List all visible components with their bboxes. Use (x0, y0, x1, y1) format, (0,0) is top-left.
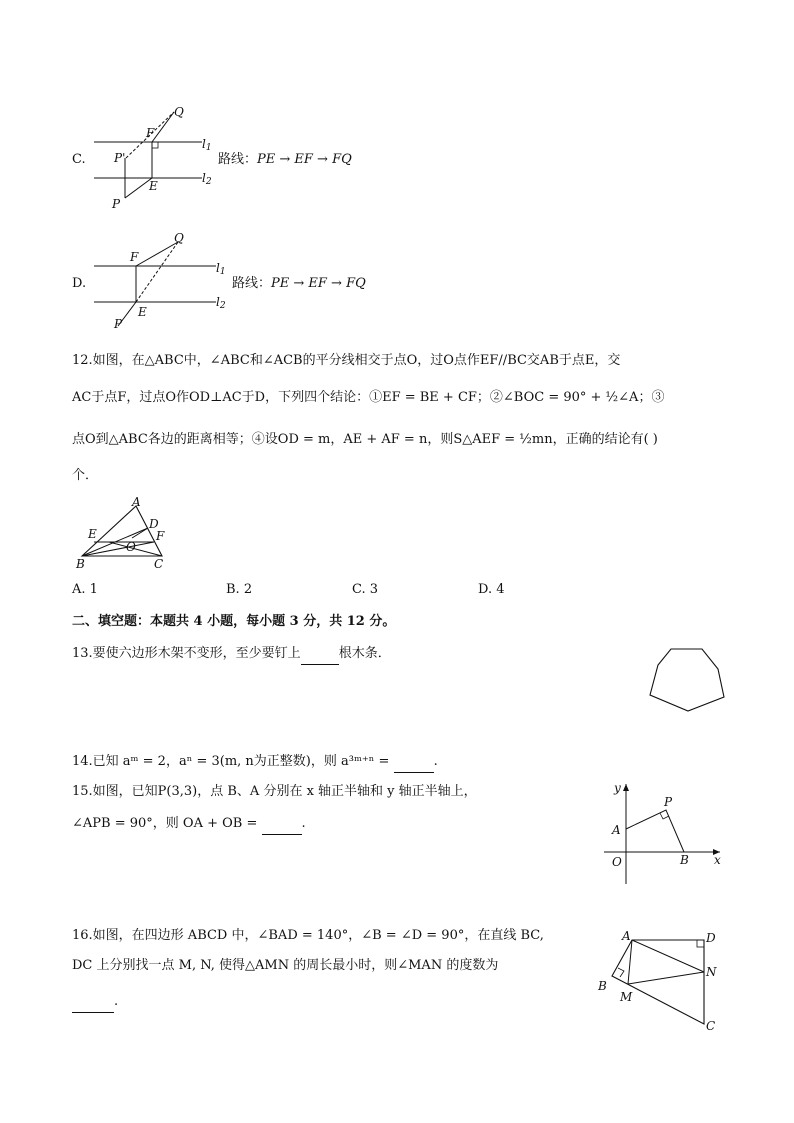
axis-x-label: x (714, 853, 721, 867)
point-a: A (622, 929, 631, 943)
point-f: F (156, 529, 165, 543)
option-d-figure (90, 228, 230, 333)
option-c-route: 路线：PE → EF → FQ (218, 152, 352, 167)
point-b: B (680, 853, 689, 867)
point-b: B (76, 557, 85, 571)
hexagon-figure (640, 645, 730, 715)
option-c-figure (90, 100, 220, 215)
line-l1: l1 (202, 137, 212, 153)
point-o: O (612, 855, 622, 869)
point-p: P (114, 317, 123, 331)
point-e: E (138, 305, 147, 319)
section-2-heading: 二、填空题：本题共 4 小题，每小题 3 分，共 12 分。 (72, 614, 396, 629)
q14-answer-blank[interactable] (394, 752, 434, 773)
option-c-label: C. (72, 152, 86, 167)
q12-line-3: 点O到△ABC各边的距离相等；④设OD = m，AE + AF = n，则S△AEF = ½mn，正确的结论有( ) (72, 432, 658, 447)
line-l1: l1 (216, 261, 226, 277)
q13-text: 13.要使六边形木架不变形，至少要钉上 根木条． (72, 644, 391, 665)
q12-line-2: AC于点F，过点O作OD⊥AC于D，下列四个结论：①EF = BE + CF；②∠BOC = 90° + ½∠A；③ (72, 390, 665, 405)
q15-line-2: ∠APB = 90°，则 OA + OB = . (72, 814, 306, 835)
point-e: E (149, 179, 158, 193)
q15-coordinate-figure (600, 778, 728, 890)
q16-quadrilateral-figure (594, 926, 724, 1036)
point-m: M (620, 990, 633, 1004)
q12-triangle-figure (74, 494, 184, 574)
q16-line-3: . (72, 992, 118, 1013)
point-p: P (112, 197, 121, 211)
q12-option-c[interactable]: C. 3 (352, 582, 379, 597)
point-c: C (154, 557, 164, 571)
q15-line-1: 15.如图，已知P(3,3)，点 B、A 分别在 x 轴正半轴和 y 轴正半轴上， (72, 784, 477, 799)
q13-answer-blank[interactable] (301, 644, 339, 665)
option-d-label: D. (72, 276, 87, 291)
point-d: D (149, 517, 159, 531)
point-p: P (664, 795, 673, 809)
point-f: F (146, 126, 155, 140)
line-l2: l2 (216, 295, 226, 311)
point-c: C (706, 1019, 716, 1033)
point-q: Q (174, 231, 184, 245)
point-a: A (132, 495, 141, 509)
point-b: B (598, 979, 607, 993)
point-p-prime: P' (114, 151, 126, 165)
point-o: O (126, 540, 136, 554)
point-a: A (612, 823, 621, 837)
q14-text: 14.已知 aᵐ = 2，aⁿ = 3(m, n为正整数)，则 a³ᵐ⁺ⁿ = . (72, 752, 438, 773)
option-d-route: 路线：PE → EF → FQ (232, 276, 366, 291)
point-n: N (706, 965, 717, 979)
q12-option-d[interactable]: D. 4 (478, 582, 505, 597)
q12-line-1: 12.如图，在△ABC中，∠ABC和∠ACB的平分线相交于点O，过O点作EF//BC交AB于点E，交 (72, 353, 621, 368)
q16-answer-blank[interactable] (72, 992, 114, 1013)
point-d: D (706, 931, 716, 945)
axis-y-label: y (614, 781, 621, 795)
point-q: Q (174, 105, 184, 119)
point-e: E (88, 527, 97, 541)
q16-line-2: DC 上分别找一点 M, N, 使得△AMN 的周长最小时，则∠MAN 的度数为 (72, 958, 499, 973)
q16-line-1: 16.如图，在四边形 ABCD 中，∠BAD = 140°，∠B = ∠D = 90°，在直线 BC, (72, 928, 544, 943)
line-l2: l2 (202, 171, 212, 187)
point-f: F (130, 250, 139, 264)
q12-line-4: 个． (72, 468, 99, 483)
q15-answer-blank[interactable] (262, 814, 302, 835)
q12-option-b[interactable]: B. 2 (226, 582, 253, 597)
q12-option-a[interactable]: A. 1 (72, 582, 98, 597)
